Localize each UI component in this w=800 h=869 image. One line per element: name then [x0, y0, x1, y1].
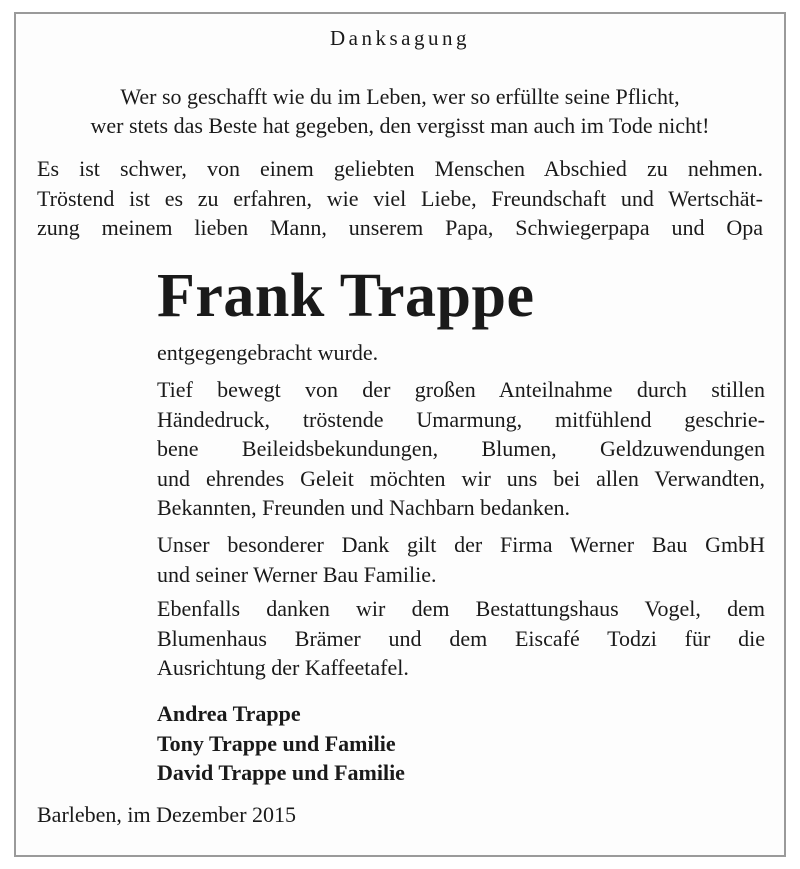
body-paragraph	[157, 530, 765, 589]
deceased-name: Frank Trappe	[157, 262, 535, 330]
poem-line: wer stets das Beste hat gegeben, den vergisst man auch im Tode nicht!	[90, 113, 710, 138]
memorial-poem	[0, 82, 800, 140]
body-paragraph	[157, 338, 765, 368]
signatory: Tony Trappe und Familie	[157, 730, 396, 756]
body-line: und ehrendes Geleit möchten wir uns bei allen Verwandten,	[157, 465, 765, 491]
body-line: Unser besonderer Dank gilt der Firma Werner Bau GmbH	[157, 532, 765, 557]
body-line: Händedruck, tröstende Umarmung, mitfühlend geschrie-	[157, 406, 765, 432]
intro-line: zung meinem lieben Mann, unserem Papa, Schwiegerpapa und Opa	[37, 215, 763, 240]
body-line: Tief bewegt von der großen Anteilnahme durch stillen	[157, 377, 765, 402]
body-line: Ausrichtung der Kaffeetafel.	[157, 655, 409, 680]
signature-block	[157, 699, 405, 788]
place-date: Barleben, im Dezember 2015	[37, 802, 297, 827]
body-line: Bekannten, Freunden und Nachbarn bedanken.	[157, 495, 570, 520]
body-paragraph	[157, 594, 765, 683]
intro-paragraph	[37, 154, 763, 243]
intro-line: Tröstend ist es zu erfahren, wie viel Liebe, Freundschaft und Wertschät-	[37, 185, 763, 211]
body-line: Blumenhaus Brämer und dem Eiscafé Todzi für die	[157, 625, 765, 651]
body-paragraph	[157, 375, 765, 523]
signatory: David Trappe und Familie	[157, 760, 405, 785]
signatory: Andrea Trappe	[157, 701, 301, 726]
body-line: bene Beileidsbekundungen, Blumen, Geldzuwendungen	[157, 436, 765, 461]
body-line: und seiner Werner Bau Familie.	[157, 561, 437, 587]
body-line: entgegengebracht wurde.	[157, 340, 379, 365]
poem-line: Wer so geschafft wie du im Leben, wer so erfüllte seine Pflicht,	[120, 84, 680, 109]
body-line: Ebenfalls danken wir dem Bestattungshaus Vogel, dem	[157, 596, 765, 621]
intro-line: Es ist schwer, von einem geliebten Menschen Abschied zu nehmen.	[37, 156, 763, 181]
notice-heading: Danksagung	[330, 26, 470, 50]
